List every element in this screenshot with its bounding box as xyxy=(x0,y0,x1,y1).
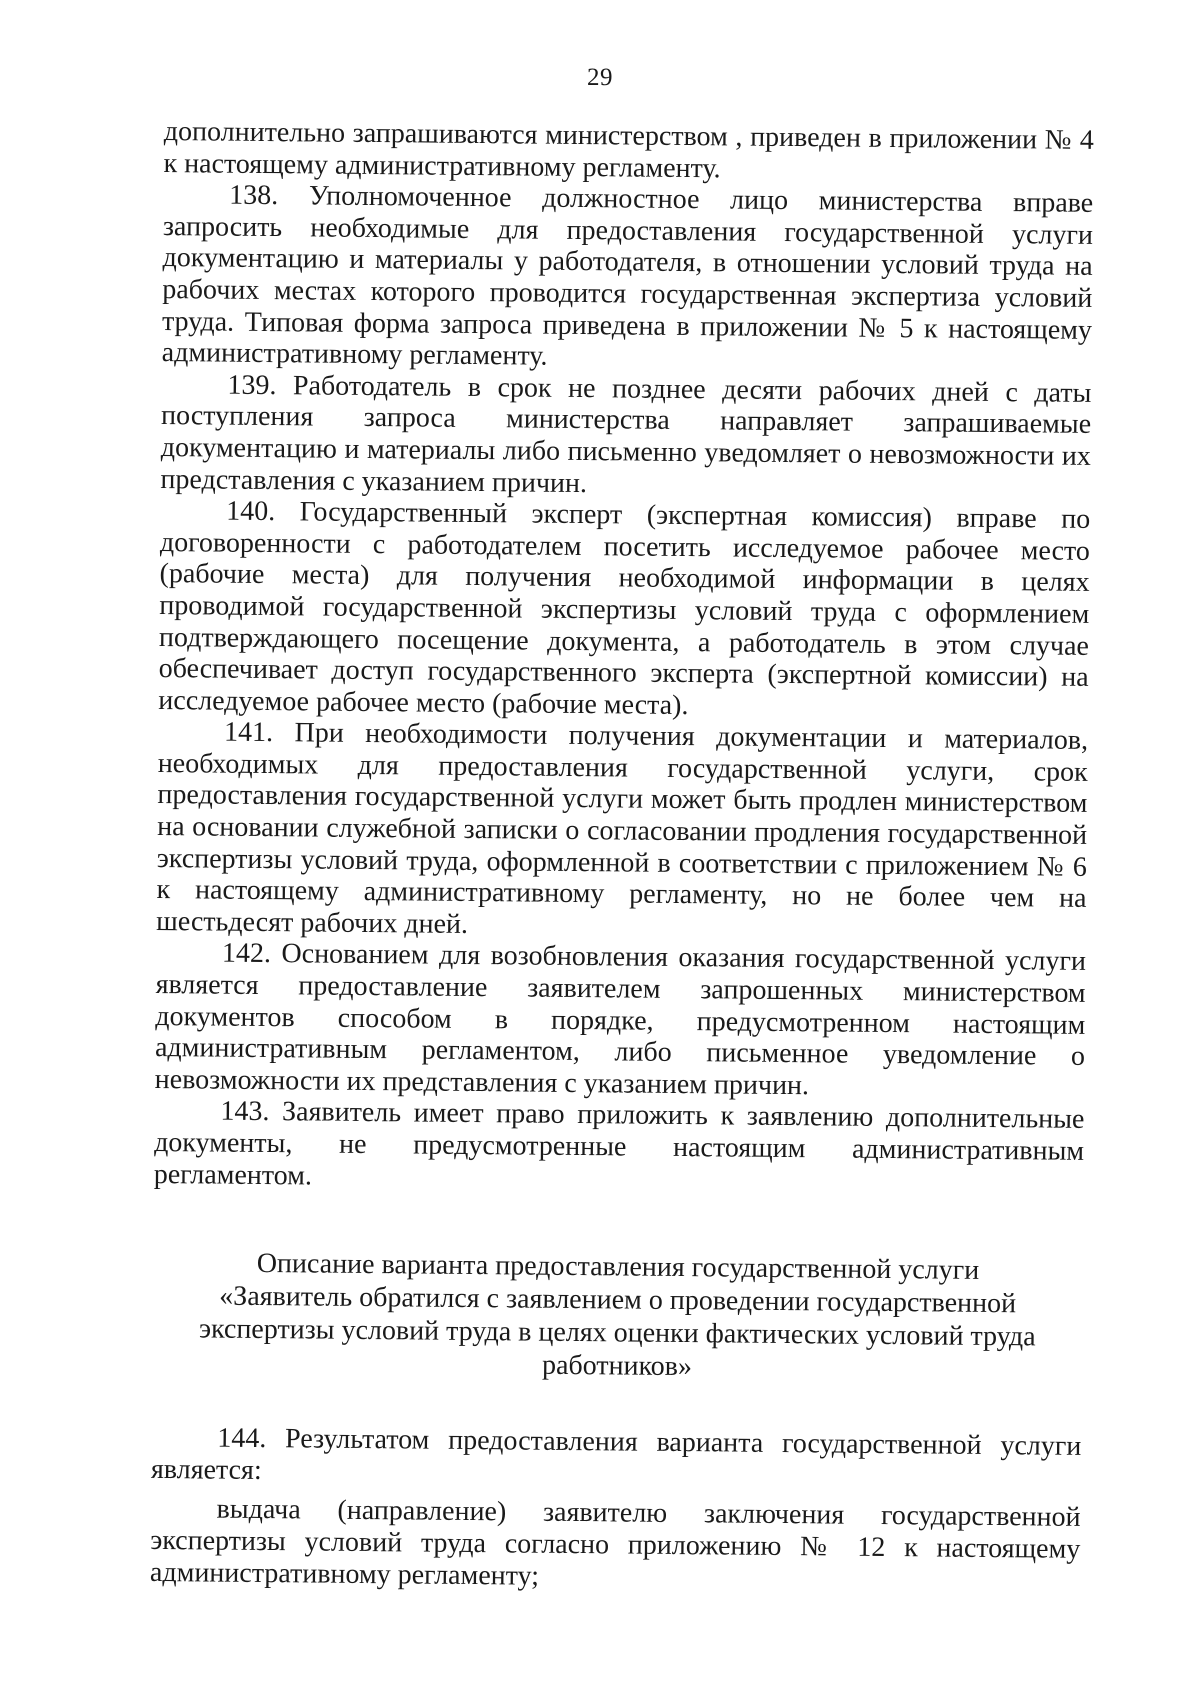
section-heading-line-3: экспертизы условий труда в целях оценки фактических условий труда xyxy=(198,1313,1036,1353)
section-heading xyxy=(152,1246,1083,1387)
paragraph-139: 139. Работодатель в срок не позднее десяти рабочих дней с даты поступления запроса министерства направляет запрашиваемые документацию и материалы либо письменно уведомляет о невозможности их представления с указанием причин. xyxy=(160,369,1092,499)
paragraph-144-item: выдача (направление) заявителю заключения государственной экспертизы условий труда согласно приложению № 12 к настоящему административному регламенту; xyxy=(149,1493,1081,1592)
section-heading-line-4: работников» xyxy=(541,1349,693,1383)
paragraph-138: 138. Уполномоченное должностное лицо министерства вправе запросить необходимые для предоставления государственной услуги документацию и материалы у работодателя, в отношении условий труда на рабочих местах которого проводится государственная экспертиза условий труда. Типовая форма запроса приведена в приложении № 5 к настоящему административному регламенту. xyxy=(161,179,1094,372)
section-heading-line-2: «Заявитель обратился с заявлением о проведении государственной xyxy=(219,1280,1017,1320)
paragraph-continuation: дополнительно запрашиваются министерством , приведен в приложении № 4 к настоящему административному регламенту. xyxy=(163,116,1094,184)
section-heading-line-1: Описание варианта предоставления государственной услуги xyxy=(256,1248,980,1287)
paragraph-144: 144. Результатом предоставления варианта государственной услуги является: xyxy=(150,1422,1082,1486)
paragraph-140: 140. Государственный эксперт (экспертная комиссия) вправе по договоренности с работодателем посетить исследуемое рабочее место (рабочие места) для получения необходимой информации в целях проводимой государственной экспертизы условий труда с оформлением подтверждающего посещение документа, а работодатель в этом случае обеспечивает доступ государственного эксперта (экспертной комиссии) на исследуемое рабочее место (рабочие места). xyxy=(158,495,1091,721)
paragraph-142: 142. Основанием для возобновления оказания государственной услуги является предоставление заявителем запрошенных министерством документов способом в порядке, предусмотренном настоящим административным регламентом, либо письменное уведомление о невозможности их представления с указанием причин. xyxy=(154,938,1087,1102)
document-body xyxy=(150,116,1094,1597)
paragraph-141: 141. При необходимости получения документации и материалов, необходимых для предоставления государственной услуги, срок предоставления государственной услуги может быть продлен министерством на основании служебной записки о согласовании продления государственной экспертизы условий труда, оформленной в соответствии с приложением № 6 к настоящему административному регламенту, но не более чем на шестьдесят рабочих дней. xyxy=(156,716,1089,940)
page-number: 29 xyxy=(587,64,613,91)
paragraph-143: 143. Заявитель имеет право приложить к заявлению дополнительные документы, не предусмотренные настоящим административным регламентом. xyxy=(153,1095,1085,1192)
